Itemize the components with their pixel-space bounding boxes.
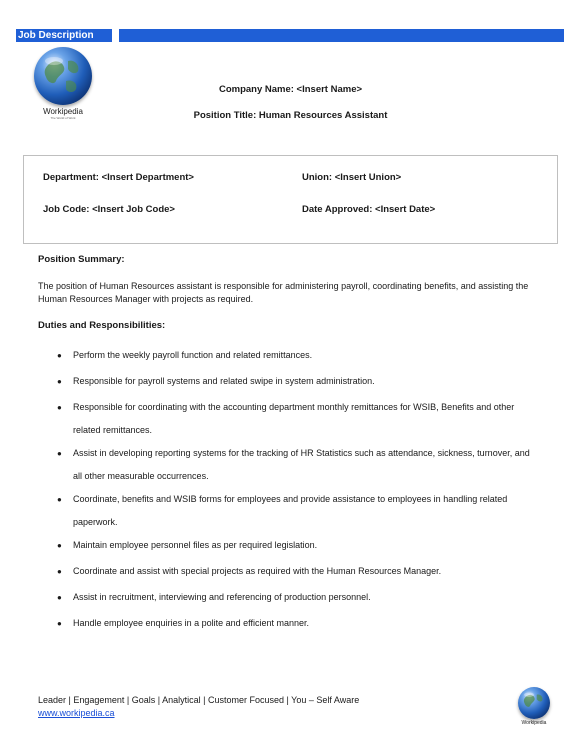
list-item: ● Assist in developing reporting systems for the tracking of HR Statistics such as attendance, sickness, turnover, and all other measurable occurrences.: [56, 442, 541, 488]
bullet-icon: ●: [57, 541, 62, 550]
bullet-icon: ●: [57, 403, 62, 412]
list-item: ● Handle employee enquiries in a polite and efficient manner.: [56, 612, 541, 635]
job-code-field: Job Code: <Insert Job Code>: [43, 204, 175, 215]
globe-icon: [518, 687, 550, 719]
list-item: ● Responsible for payroll systems and related swipe in system administration.: [56, 370, 541, 393]
list-item: ● Responsible for coordinating with the accounting department monthly remittances for WSIB, Benefits and other related remittances.: [56, 396, 541, 442]
footer-values: Leader | Engagement | Goals | Analytical | Customer Focused | You – Self Aware: [38, 695, 360, 705]
list-item: ● Coordinate and assist with special projects as required with the Human Resources Manager.: [56, 560, 541, 583]
header-accent-bar: [119, 29, 564, 42]
bullet-icon: ●: [57, 593, 62, 602]
date-approved-field: Date Approved: <Insert Date>: [302, 204, 436, 215]
footer-website-link[interactable]: www.workipedia.ca: [38, 708, 115, 718]
position-title: Position Title: Human Resources Assistant: [193, 110, 388, 121]
section-label: Job Description: [16, 29, 112, 42]
list-item: ● Assist in recruitment, interviewing and referencing of production personnel.: [56, 586, 541, 609]
union-field: Union: <Insert Union>: [302, 172, 402, 183]
footer-logo: [516, 687, 552, 726]
bullet-icon: ●: [57, 449, 62, 458]
logo-name: Workipedia: [43, 107, 83, 116]
bullet-icon: ●: [57, 351, 62, 360]
bullet-icon: ●: [57, 377, 62, 386]
list-item: ● Coordinate, benefits and WSIB forms for employees and provide assistance to employees in handling related paperwork.: [56, 488, 541, 534]
globe-icon: [34, 47, 92, 105]
list-item: ● Perform the weekly payroll function and related remittances.: [56, 344, 541, 367]
position-summary-text: The position of Human Resources assistant is responsible for administering payroll, coordinating benefits, and assisting the Human Resources Manager with projects as required.: [38, 281, 529, 304]
bullet-icon: ●: [57, 567, 62, 576]
logo-tagline: The World of Work: [50, 116, 76, 120]
company-name: Company Name: <Insert Name>: [218, 84, 363, 95]
duties-heading: Duties and Responsibilities:: [38, 320, 166, 331]
department-field: Department: <Insert Department>: [43, 172, 194, 183]
position-summary-heading: Position Summary:: [38, 254, 125, 265]
job-info-box: [23, 155, 558, 244]
footer-logo-name: Workipedia: [521, 720, 547, 726]
bullet-icon: ●: [57, 495, 62, 504]
bullet-icon: ●: [57, 619, 62, 628]
list-item: ● Maintain employee personnel files as per required legislation.: [56, 534, 541, 557]
